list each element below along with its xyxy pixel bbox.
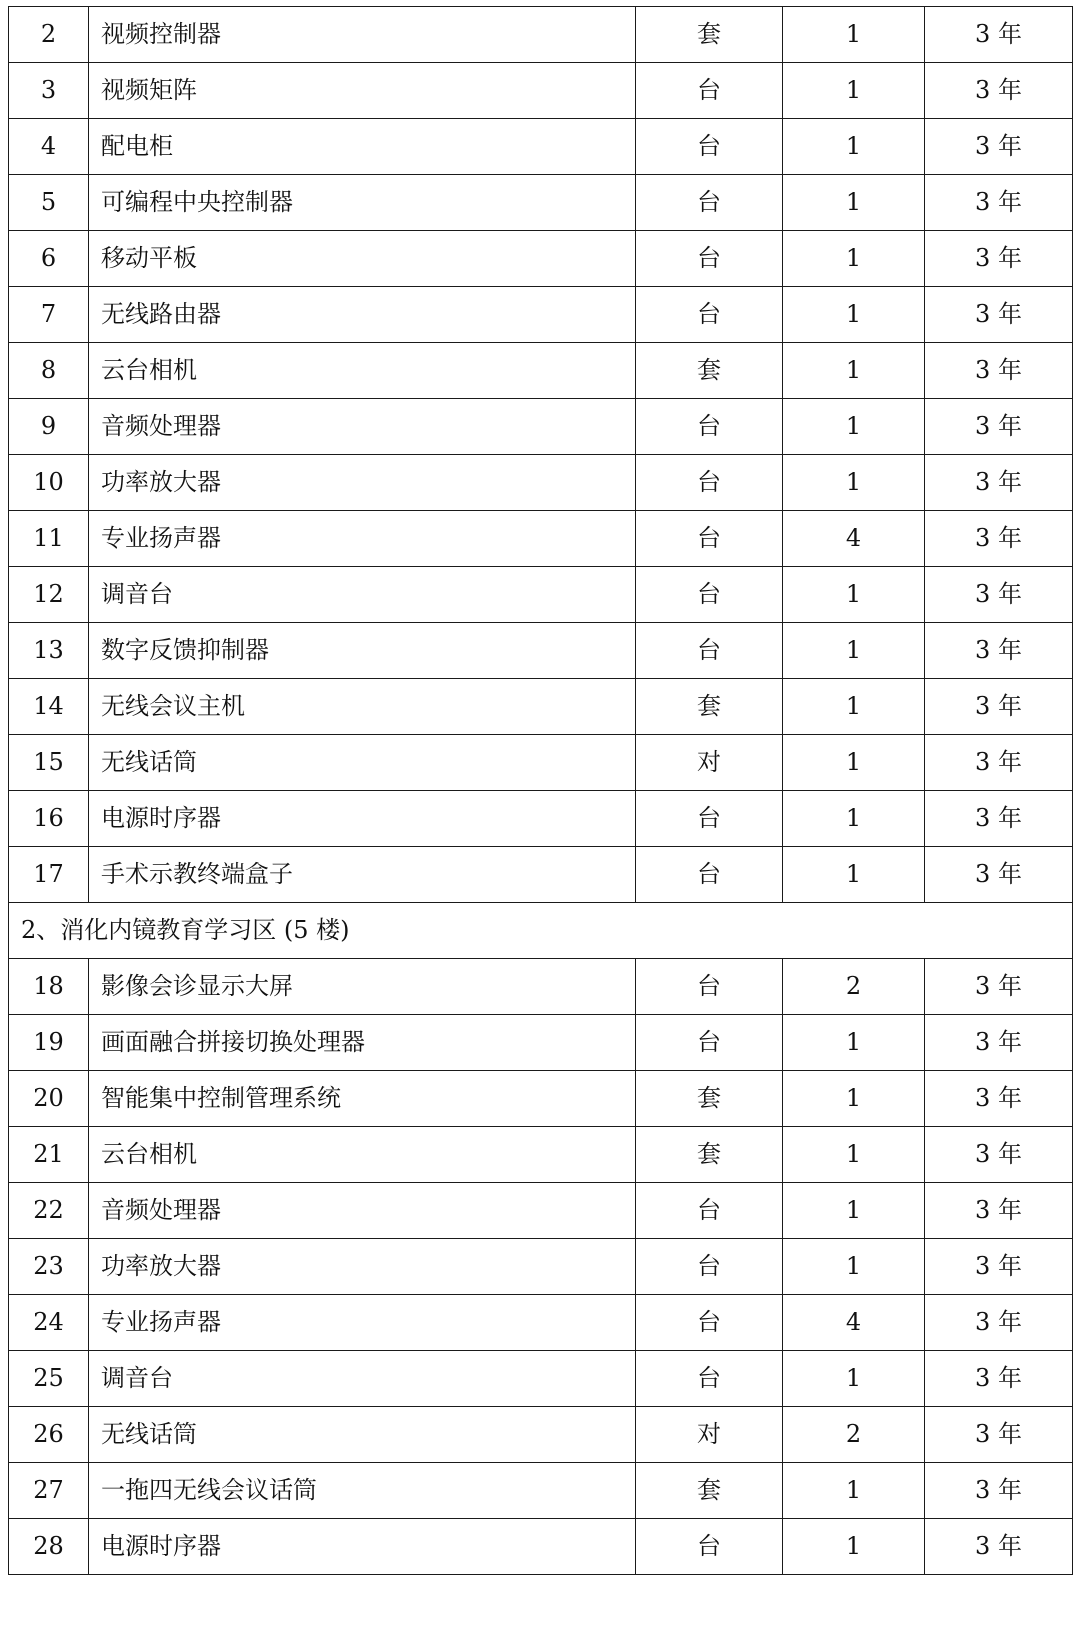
item-name: 无线话筒 [89, 735, 636, 791]
table-row [9, 1351, 1073, 1407]
item-unit: 台 [636, 567, 783, 623]
item-unit: 台 [636, 1239, 783, 1295]
item-name: 电源时序器 [89, 791, 636, 847]
table-row [9, 623, 1073, 679]
row-number: 26 [9, 1407, 89, 1463]
warranty-term: 3 年 [925, 511, 1073, 567]
table-row [9, 847, 1073, 903]
warranty-term: 3 年 [925, 1183, 1073, 1239]
item-unit: 套 [636, 343, 783, 399]
item-quantity: 1 [783, 847, 925, 903]
item-name: 无线话筒 [89, 1407, 636, 1463]
warranty-term: 3 年 [925, 1015, 1073, 1071]
item-name: 影像会诊显示大屏 [89, 959, 636, 1015]
table-row [9, 959, 1073, 1015]
table-row [9, 1127, 1073, 1183]
table-row [9, 287, 1073, 343]
item-name: 画面融合拼接切换处理器 [89, 1015, 636, 1071]
item-unit: 台 [636, 1519, 783, 1575]
table-row [9, 1295, 1073, 1351]
item-name: 电源时序器 [89, 1519, 636, 1575]
item-quantity: 4 [783, 1295, 925, 1351]
item-quantity: 1 [783, 791, 925, 847]
item-name: 移动平板 [89, 231, 636, 287]
table-row [9, 1071, 1073, 1127]
row-number: 22 [9, 1183, 89, 1239]
item-name: 配电柜 [89, 119, 636, 175]
table-row [9, 735, 1073, 791]
row-number: 8 [9, 343, 89, 399]
warranty-term: 3 年 [925, 455, 1073, 511]
item-quantity: 1 [783, 231, 925, 287]
table-row [9, 1183, 1073, 1239]
item-quantity: 2 [783, 959, 925, 1015]
equipment-table [8, 6, 1073, 1575]
row-number: 28 [9, 1519, 89, 1575]
item-name: 手术示教终端盒子 [89, 847, 636, 903]
table-row [9, 343, 1073, 399]
warranty-term: 3 年 [925, 231, 1073, 287]
warranty-term: 3 年 [925, 1463, 1073, 1519]
row-number: 23 [9, 1239, 89, 1295]
item-name: 无线会议主机 [89, 679, 636, 735]
warranty-term: 3 年 [925, 679, 1073, 735]
item-unit: 台 [636, 1015, 783, 1071]
row-number: 5 [9, 175, 89, 231]
item-quantity: 1 [783, 63, 925, 119]
item-unit: 台 [636, 1351, 783, 1407]
warranty-term: 3 年 [925, 1071, 1073, 1127]
table-row [9, 231, 1073, 287]
warranty-term: 3 年 [925, 7, 1073, 63]
row-number: 15 [9, 735, 89, 791]
item-name: 功率放大器 [89, 455, 636, 511]
row-number: 2 [9, 7, 89, 63]
item-unit: 对 [636, 1407, 783, 1463]
item-name: 调音台 [89, 567, 636, 623]
warranty-term: 3 年 [925, 1239, 1073, 1295]
table-row [9, 1015, 1073, 1071]
item-unit: 台 [636, 287, 783, 343]
row-number: 17 [9, 847, 89, 903]
table-row [9, 1239, 1073, 1295]
item-name: 智能集中控制管理系统 [89, 1071, 636, 1127]
item-quantity: 1 [783, 287, 925, 343]
item-quantity: 1 [783, 1127, 925, 1183]
item-quantity: 1 [783, 1239, 925, 1295]
warranty-term: 3 年 [925, 791, 1073, 847]
item-unit: 台 [636, 231, 783, 287]
item-unit: 台 [636, 1183, 783, 1239]
item-name: 视频矩阵 [89, 63, 636, 119]
table-row [9, 7, 1073, 63]
item-name: 一拖四无线会议话筒 [89, 1463, 636, 1519]
table-row [9, 1407, 1073, 1463]
item-name: 无线路由器 [89, 287, 636, 343]
row-number: 25 [9, 1351, 89, 1407]
row-number: 19 [9, 1015, 89, 1071]
item-unit: 套 [636, 679, 783, 735]
table-row [9, 679, 1073, 735]
table-row [9, 119, 1073, 175]
warranty-term: 3 年 [925, 847, 1073, 903]
warranty-term: 3 年 [925, 1295, 1073, 1351]
item-unit: 台 [636, 175, 783, 231]
item-unit: 台 [636, 119, 783, 175]
item-quantity: 1 [783, 119, 925, 175]
item-quantity: 1 [783, 735, 925, 791]
item-quantity: 1 [783, 1183, 925, 1239]
warranty-term: 3 年 [925, 623, 1073, 679]
item-unit: 套 [636, 1127, 783, 1183]
row-number: 9 [9, 399, 89, 455]
item-quantity: 1 [783, 455, 925, 511]
warranty-term: 3 年 [925, 399, 1073, 455]
item-name: 云台相机 [89, 1127, 636, 1183]
row-number: 6 [9, 231, 89, 287]
item-unit: 台 [636, 455, 783, 511]
item-unit: 台 [636, 399, 783, 455]
item-name: 音频处理器 [89, 1183, 636, 1239]
table-row [9, 1519, 1073, 1575]
row-number: 10 [9, 455, 89, 511]
item-quantity: 1 [783, 1519, 925, 1575]
item-quantity: 1 [783, 567, 925, 623]
item-unit: 台 [636, 623, 783, 679]
table-row [9, 511, 1073, 567]
item-name: 数字反馈抑制器 [89, 623, 636, 679]
item-quantity: 2 [783, 1407, 925, 1463]
row-number: 18 [9, 959, 89, 1015]
item-unit: 台 [636, 63, 783, 119]
item-name: 视频控制器 [89, 7, 636, 63]
row-number: 27 [9, 1463, 89, 1519]
item-quantity: 1 [783, 399, 925, 455]
item-quantity: 1 [783, 1015, 925, 1071]
warranty-term: 3 年 [925, 175, 1073, 231]
item-unit: 套 [636, 7, 783, 63]
table-row [9, 791, 1073, 847]
item-name: 云台相机 [89, 343, 636, 399]
warranty-term: 3 年 [925, 63, 1073, 119]
item-quantity: 1 [783, 1463, 925, 1519]
item-quantity: 1 [783, 175, 925, 231]
item-name: 专业扬声器 [89, 1295, 636, 1351]
table-row [9, 567, 1073, 623]
item-unit: 台 [636, 847, 783, 903]
warranty-term: 3 年 [925, 1519, 1073, 1575]
warranty-term: 3 年 [925, 1351, 1073, 1407]
warranty-term: 3 年 [925, 287, 1073, 343]
table-row [9, 1463, 1073, 1519]
row-number: 16 [9, 791, 89, 847]
row-number: 24 [9, 1295, 89, 1351]
table-row [9, 175, 1073, 231]
warranty-term: 3 年 [925, 959, 1073, 1015]
row-number: 7 [9, 287, 89, 343]
row-number: 11 [9, 511, 89, 567]
item-unit: 台 [636, 1295, 783, 1351]
item-quantity: 1 [783, 7, 925, 63]
table-row [9, 455, 1073, 511]
item-name: 功率放大器 [89, 1239, 636, 1295]
item-quantity: 4 [783, 511, 925, 567]
table-row [9, 399, 1073, 455]
item-unit: 套 [636, 1071, 783, 1127]
item-quantity: 1 [783, 1351, 925, 1407]
item-name: 调音台 [89, 1351, 636, 1407]
row-number: 14 [9, 679, 89, 735]
item-unit: 台 [636, 511, 783, 567]
item-unit: 台 [636, 959, 783, 1015]
warranty-term: 3 年 [925, 735, 1073, 791]
warranty-term: 3 年 [925, 119, 1073, 175]
row-number: 21 [9, 1127, 89, 1183]
item-unit: 对 [636, 735, 783, 791]
item-unit: 套 [636, 1463, 783, 1519]
row-number: 4 [9, 119, 89, 175]
row-number: 13 [9, 623, 89, 679]
table-row [9, 63, 1073, 119]
section-title: 2、消化内镜教育学习区 (5 楼) [9, 903, 1073, 959]
item-quantity: 1 [783, 623, 925, 679]
item-unit: 台 [636, 791, 783, 847]
warranty-term: 3 年 [925, 343, 1073, 399]
section-header-row [9, 903, 1073, 959]
item-quantity: 1 [783, 343, 925, 399]
warranty-term: 3 年 [925, 567, 1073, 623]
row-number: 12 [9, 567, 89, 623]
item-name: 音频处理器 [89, 399, 636, 455]
item-name: 专业扬声器 [89, 511, 636, 567]
item-quantity: 1 [783, 679, 925, 735]
row-number: 20 [9, 1071, 89, 1127]
row-number: 3 [9, 63, 89, 119]
item-name: 可编程中央控制器 [89, 175, 636, 231]
item-quantity: 1 [783, 1071, 925, 1127]
warranty-term: 3 年 [925, 1407, 1073, 1463]
warranty-term: 3 年 [925, 1127, 1073, 1183]
